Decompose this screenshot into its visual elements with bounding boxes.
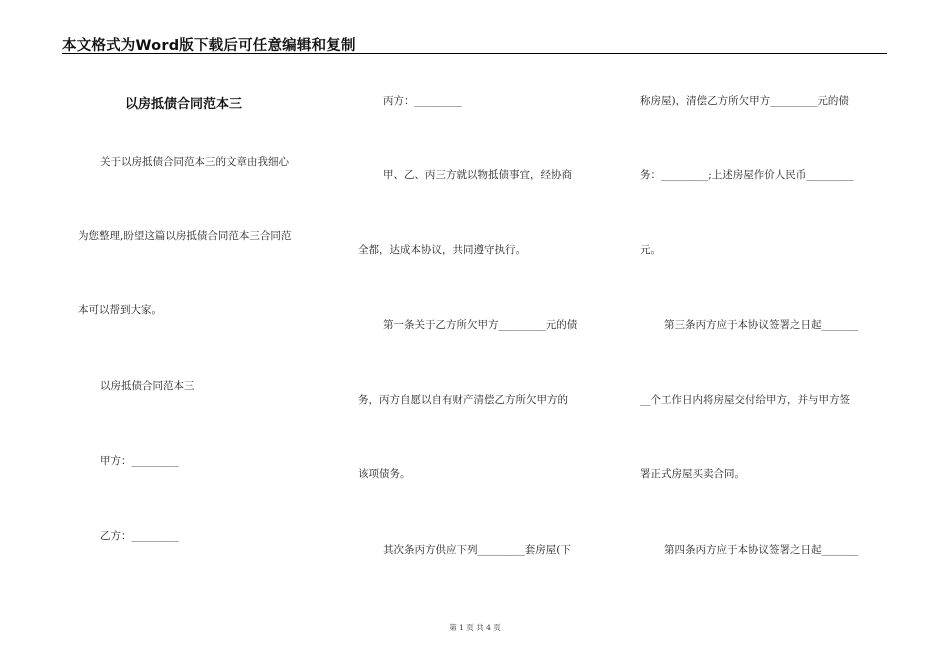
paragraph-line: 为您整理,盼望这篇以房抵债合同范本三合同范 [78, 230, 292, 242]
page-number-footer: 第 1 页 共 4 页 [449, 623, 501, 632]
paragraph-line: __个工作日内将房屋交付给甲方，并与甲方签 [640, 394, 850, 406]
paragraph-line: 第三条丙方应于本协议签署之日起_______ [664, 319, 859, 331]
paragraph-line: 甲、乙、丙三方就以物抵债事宜，经协商 [383, 169, 572, 181]
paragraph-line: 第一条关于乙方所欠甲方_________元的债 [383, 319, 578, 331]
paragraph-line: 全都，达成本协议，共同遵守执行。 [358, 244, 526, 256]
paragraph-line: 务，丙方自愿以自有财产清偿乙方所欠甲方的 [358, 394, 568, 406]
paragraph-line: 署正式房屋买卖合同。 [640, 468, 745, 480]
paragraph-line: 务：_________;上述房屋作价人民币_________ [640, 169, 854, 181]
party-a-line: 甲方：_________ [100, 455, 179, 467]
party-b-line: 乙方：_________ [100, 530, 179, 542]
paragraph-line: 元。 [640, 244, 661, 256]
page-header: 本文格式为Word版下载后可任意编辑和复制 [62, 38, 356, 54]
paragraph-line: 称房屋)，清偿乙方所欠甲方_________元的债 [640, 95, 849, 107]
document-title: 以房抵债合同范本三 [125, 97, 243, 112]
paragraph-line: 第四条丙方应于本协议签署之日起_______ [664, 544, 859, 556]
paragraph-line: 本可以帮到大家。 [78, 304, 162, 316]
header-rule [62, 53, 887, 54]
paragraph-line: 以房抵债合同范本三 [100, 380, 195, 392]
party-c-line: 丙方：_________ [383, 95, 462, 107]
paragraph-line: 关于以房抵债合同范本三的文章由我细心 [100, 156, 289, 168]
paragraph-line: 其次条丙方供应下列_________套房屋(下 [383, 544, 571, 556]
paragraph-line: 该项债务。 [358, 468, 411, 480]
